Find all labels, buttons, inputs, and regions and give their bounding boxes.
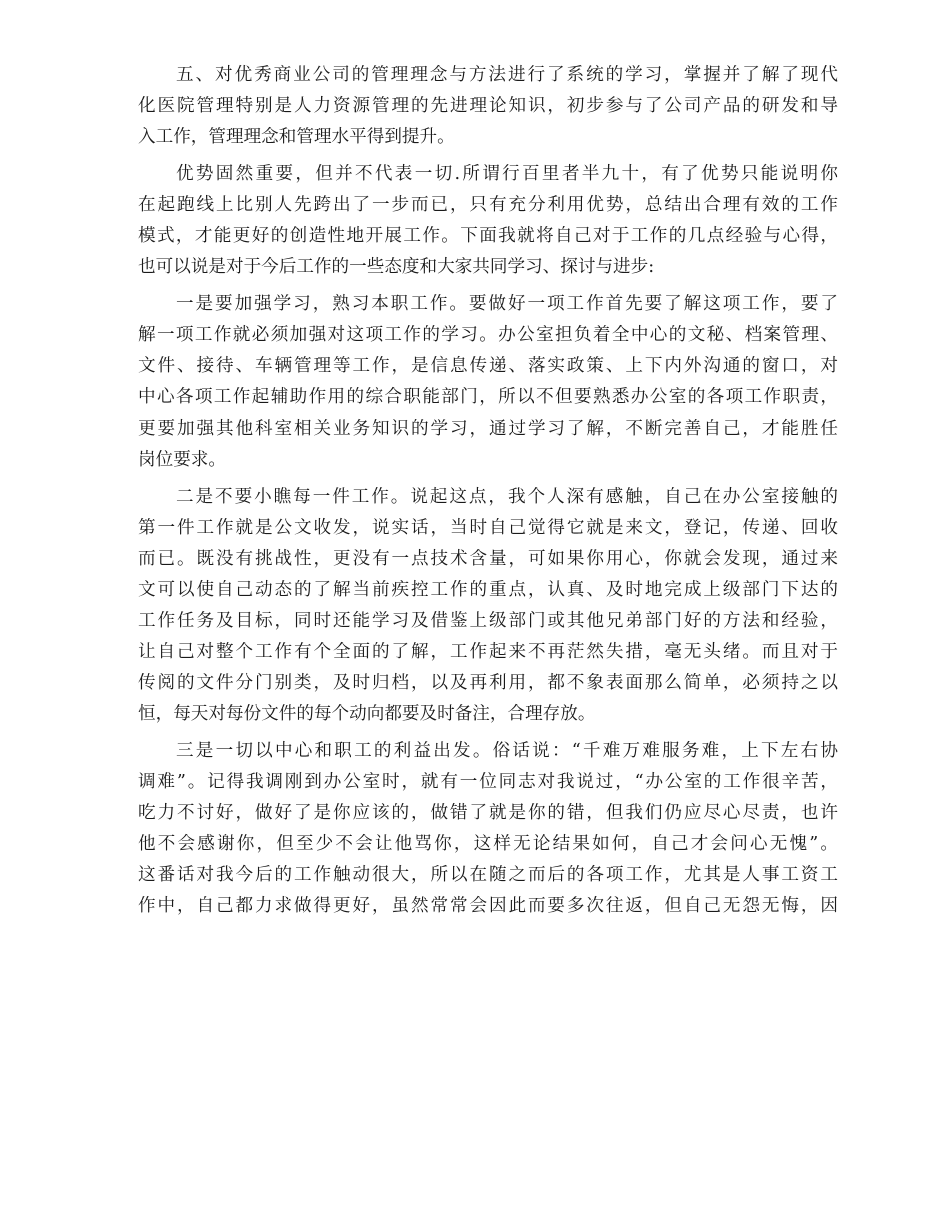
text-line: 更要加强其他科室相关业务知识的学习，通过学习了解，不断完善自己，才能胜任 [138,418,838,439]
text-line: 文可以使自己动态的了解当前疾控工作的重点，认真、及时地完成上级部门下达的 [138,579,838,600]
text-line: 而已。既没有挑战性，更没有一点技术含量，可如果你用心，你就会发现，通过来 [138,548,838,569]
text-line: 传阅的文件分门别类，及时归档，以及再利用，都不象表面那么简单，必须持之以 [138,672,838,693]
text-line: 岗位要求。 [138,449,226,470]
text-line: 解一项工作就必须加强对这项工作的学习。办公室担负着全中心的文秘、档案管理、 [138,325,838,346]
paragraph [138,289,838,475]
text-line: 五、对优秀商业公司的管理理念与方法进行了系统的学习，掌握并了解了现代 [176,65,838,85]
text-line: 调难”。记得我调刚到办公室时，就有一位同志对我说过，“办公室的工作很辛苦， [138,772,838,793]
text-line: 文件、接待、车辆管理等工作，是信息传递、落实政策、上下内外沟通的窗口，对 [138,356,838,377]
document-body [138,60,838,922]
text-line: 工作任务及目标，同时还能学习及借鉴上级部门或其他兄弟部门好的方法和经验， [138,610,838,631]
text-line: 在起跑线上比别人先跨出了一步而已，只有充分利用优势，总结出合理有效的工作 [138,195,838,216]
text-line: 三是一切以中心和职工的利益出发。俗话说：“千难万难服务难，上下左右协 [176,740,838,761]
text-line: 优势固然重要，但并不代表一切.所谓行百里者半九十，有了优势只能说明你 [176,164,838,185]
text-line: 第一件工作就是公文收发，说实话，当时自己觉得它就是来文，登记，传递、回收 [138,517,838,538]
text-line: 让自己对整个工作有个全面的了解，工作起来不再茫然失措，毫无头绪。而且对于 [138,641,838,662]
text-line: 入工作，管理理念和管理水平得到提升。 [138,127,455,148]
text-line: 他不会感谢你，但至少不会让他骂你，这样无论结果如何，自己才会问心无愧”。 [138,834,838,855]
text-line: 化医院管理特别是人力资源管理的先进理论知识，初步参与了公司产品的研发和导 [138,96,838,117]
text-line: 二是不要小瞧每一件工作。说起这点，我个人深有感触，自己在办公室接触的 [176,486,838,507]
text-line: 一是要加强学习，熟习本职工作。要做好一项工作首先要了解这项工作，要了 [176,294,838,315]
text-line: 这番话对我今后的工作触动很大，所以在随之而后的各项工作，尤其是人事工资工 [138,865,838,886]
text-line: 也可以说是对于今后工作的一些态度和大家共同学习、探讨与进步: [138,257,655,278]
paragraph [138,60,838,153]
paragraph [138,482,838,730]
text-line: 恒，每天对每份文件的每个动向都要及时备注，合理存放。 [138,703,596,724]
text-line: 模式，才能更好的创造性地开展工作。下面我就将自己对于工作的几点经验与心得， [138,226,838,247]
text-line: 中心各项工作起辅助作用的综合职能部门，所以不但要熟悉办公室的各项工作职责， [138,387,838,408]
paragraph [138,736,838,922]
paragraph [138,159,838,283]
text-line: 吃力不讨好，做好了是你应该的，做错了就是你的错，但我们仍应尽心尽责，也许 [138,803,838,824]
text-line: 作中，自己都力求做得更好，虽然常常会因此而要多次往返，但自己无怨无悔，因 [138,896,838,917]
